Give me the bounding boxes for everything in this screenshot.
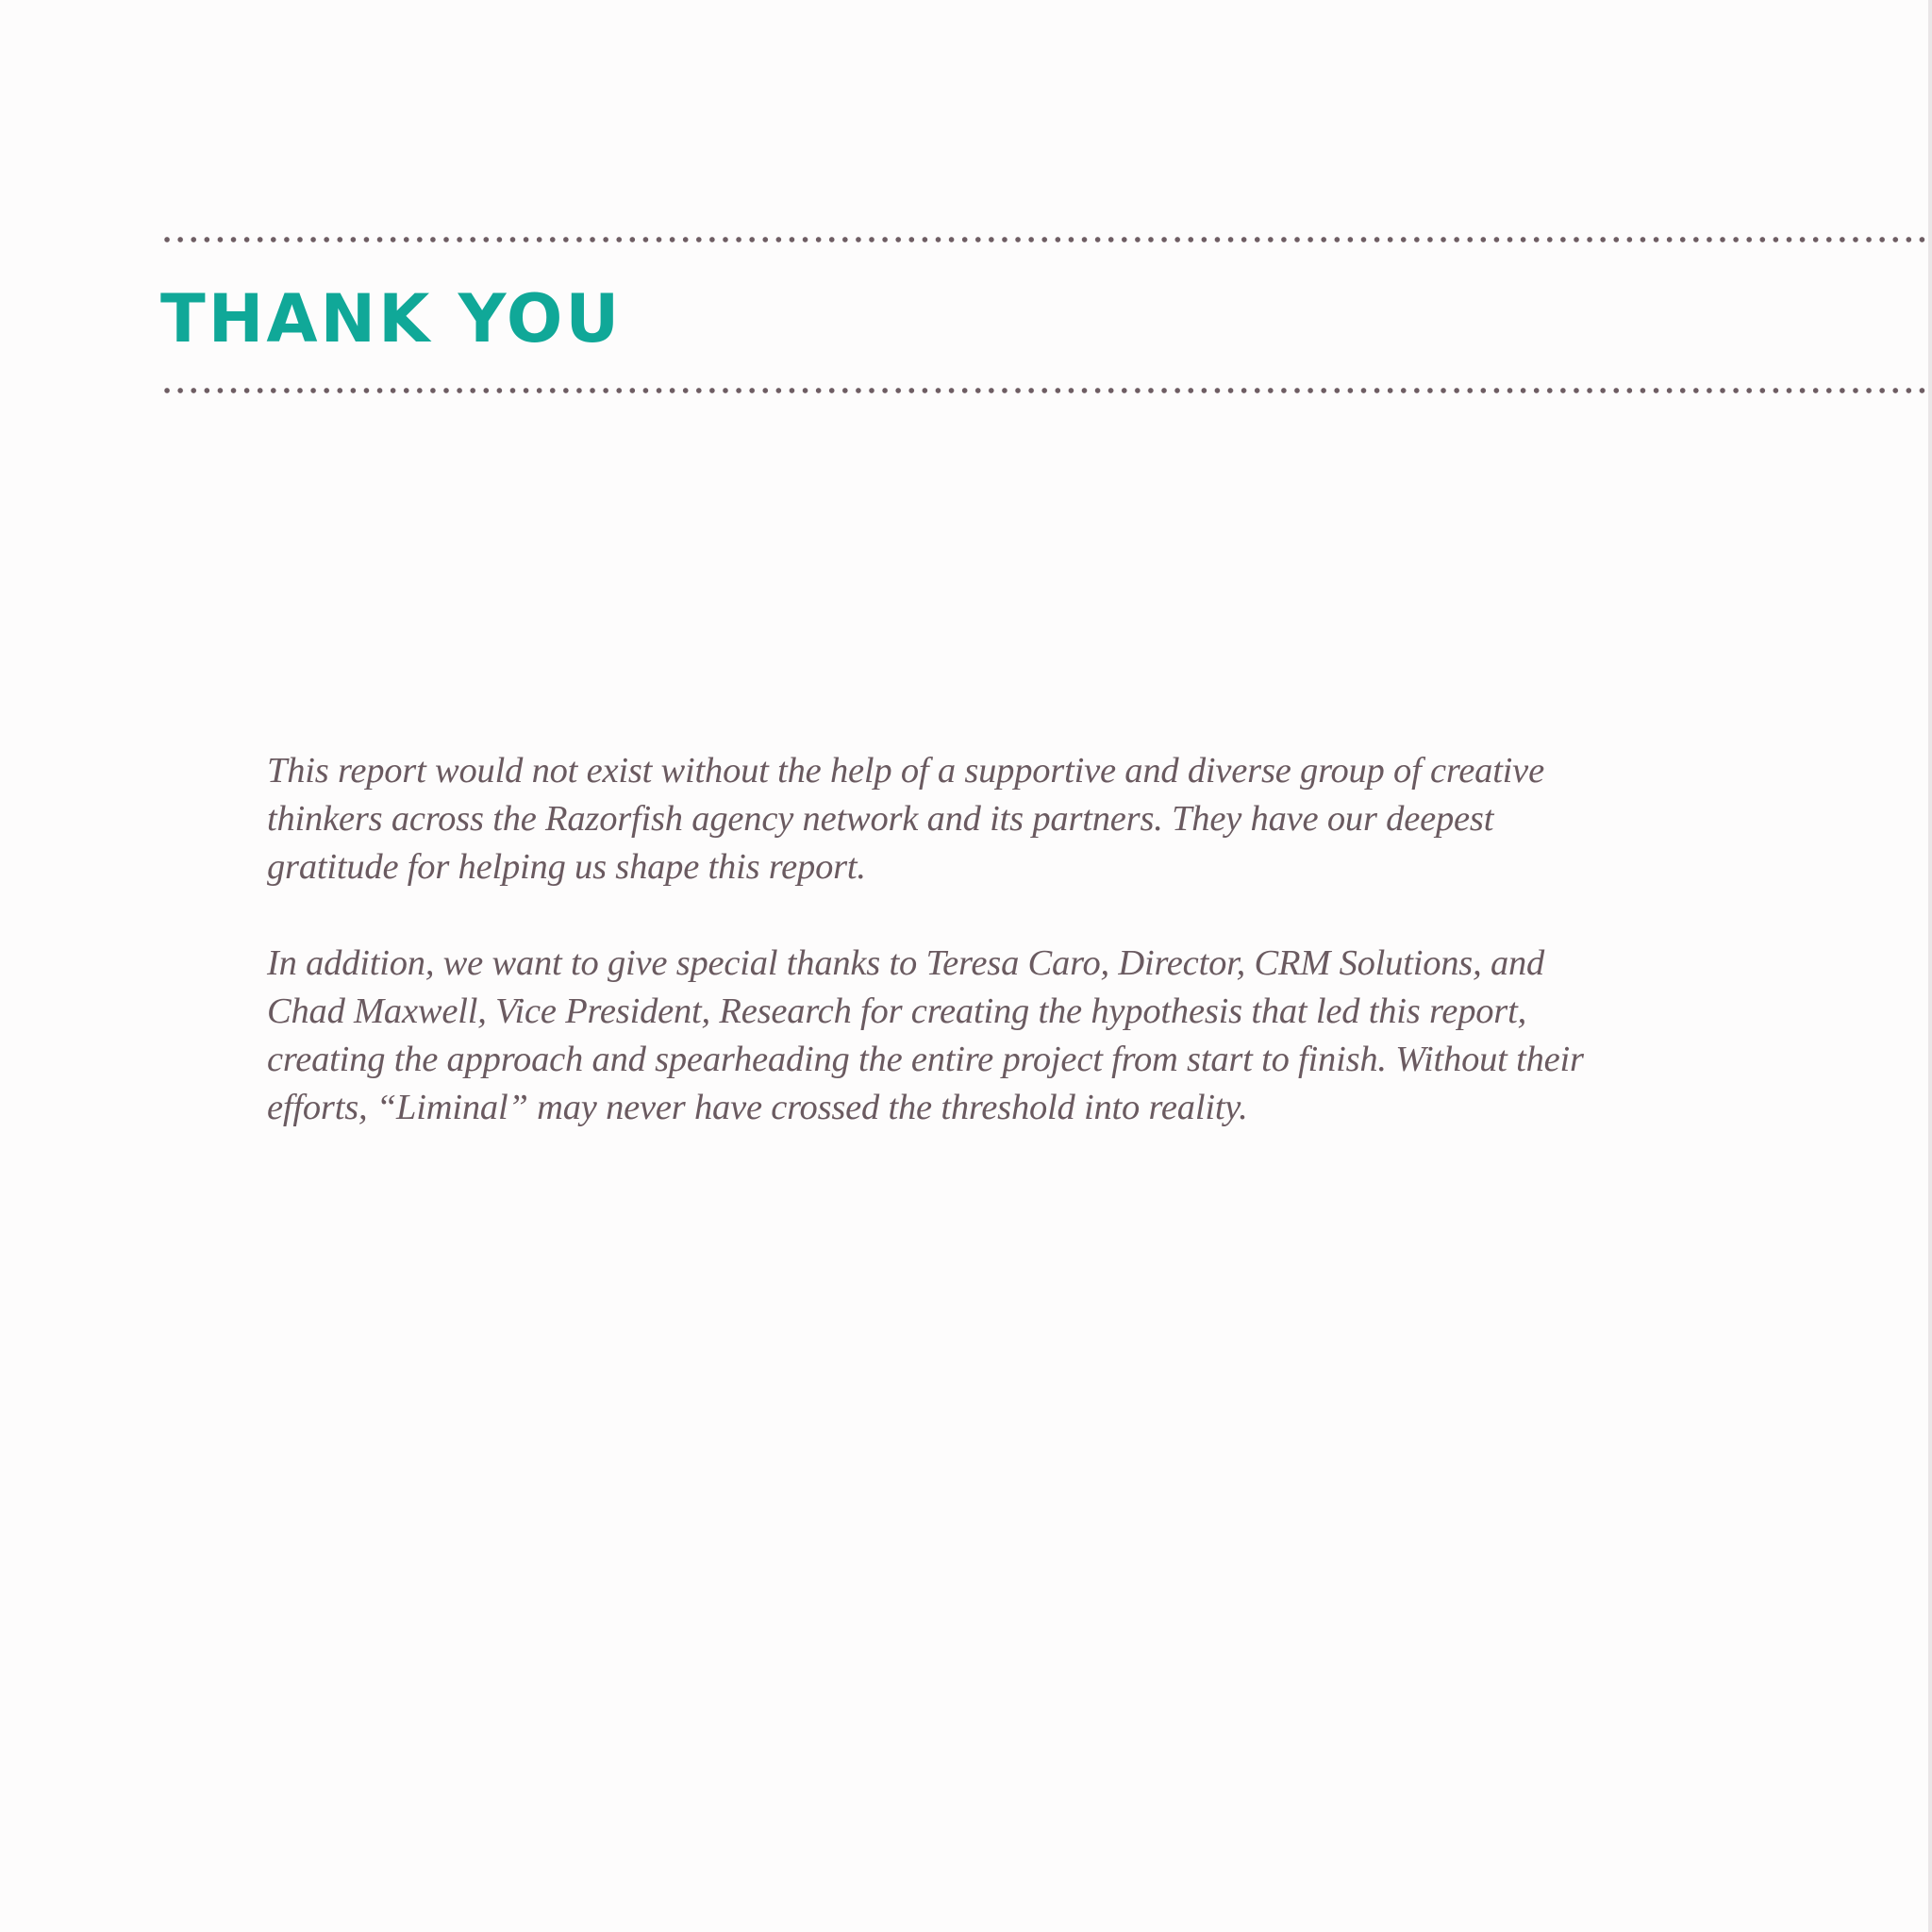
- page-title: THANK YOU: [160, 280, 623, 358]
- paragraph-acknowledgement: This report would not exist without the help of a supportive and diverse group of creative thinkers across the Razorfish agency network and its partners. They have our deepest gratitude for helping us shape this report.: [267, 751, 1544, 887]
- dotted-rule-top: [160, 237, 1928, 242]
- paragraph-special-thanks: In addition, we want to give special thanks to Teresa Caro, Director, CRM Solutions, and Chad Maxwell, Vice President, Research for creating the hypothesis that led this report, creating the approach and spearheading the entire project from start to finish. Without their efforts, “Liminal” may never have crossed the threshold into reality.: [267, 943, 1584, 1127]
- page-edge-divider: [1928, 0, 1932, 1932]
- dotted-rule-bottom: [160, 388, 1928, 393]
- thank-you-body: [267, 747, 1607, 1180]
